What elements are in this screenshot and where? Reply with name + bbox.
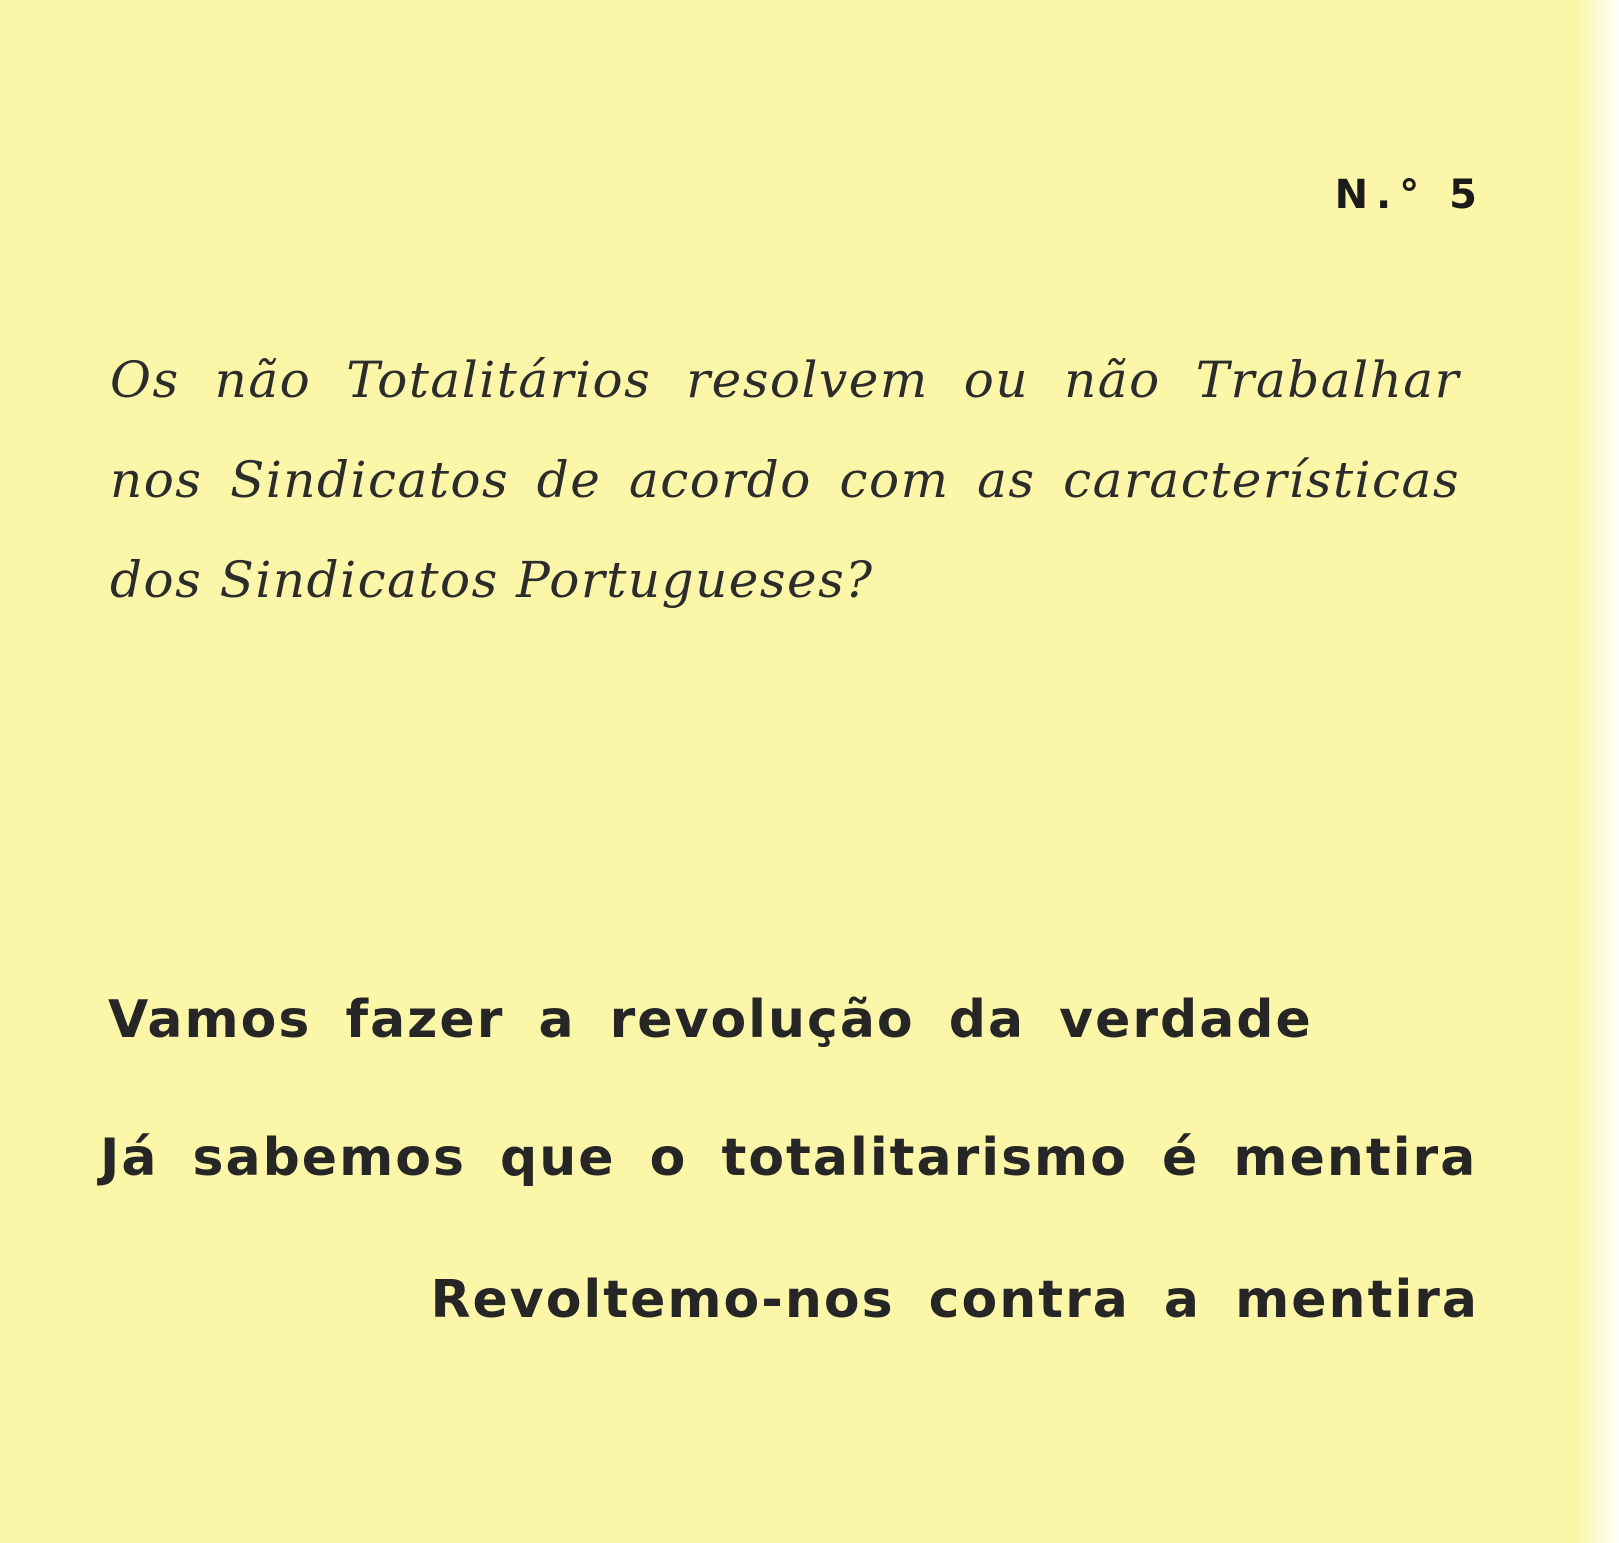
question-line-3: dos Sindicatos Portugueses? (110, 551, 874, 609)
paper-edge (1577, 0, 1619, 1543)
question-paragraph (110, 330, 1460, 630)
issue-number: N.° 5 (1334, 172, 1485, 218)
slogan-totalitarianism: Já sabemos que o totalitarismo é mentira (100, 1128, 1478, 1188)
slogan-revolt: Revoltemo-nos contra a mentira (430, 1270, 1479, 1330)
question-line-1: Os não Totalitários resolvem ou não Trabalhar (110, 351, 1460, 409)
question-line-2: nos Sindicatos de acordo com as características (110, 451, 1460, 509)
slogan-revolution: Vamos fazer a revolução da verdade (108, 990, 1313, 1050)
